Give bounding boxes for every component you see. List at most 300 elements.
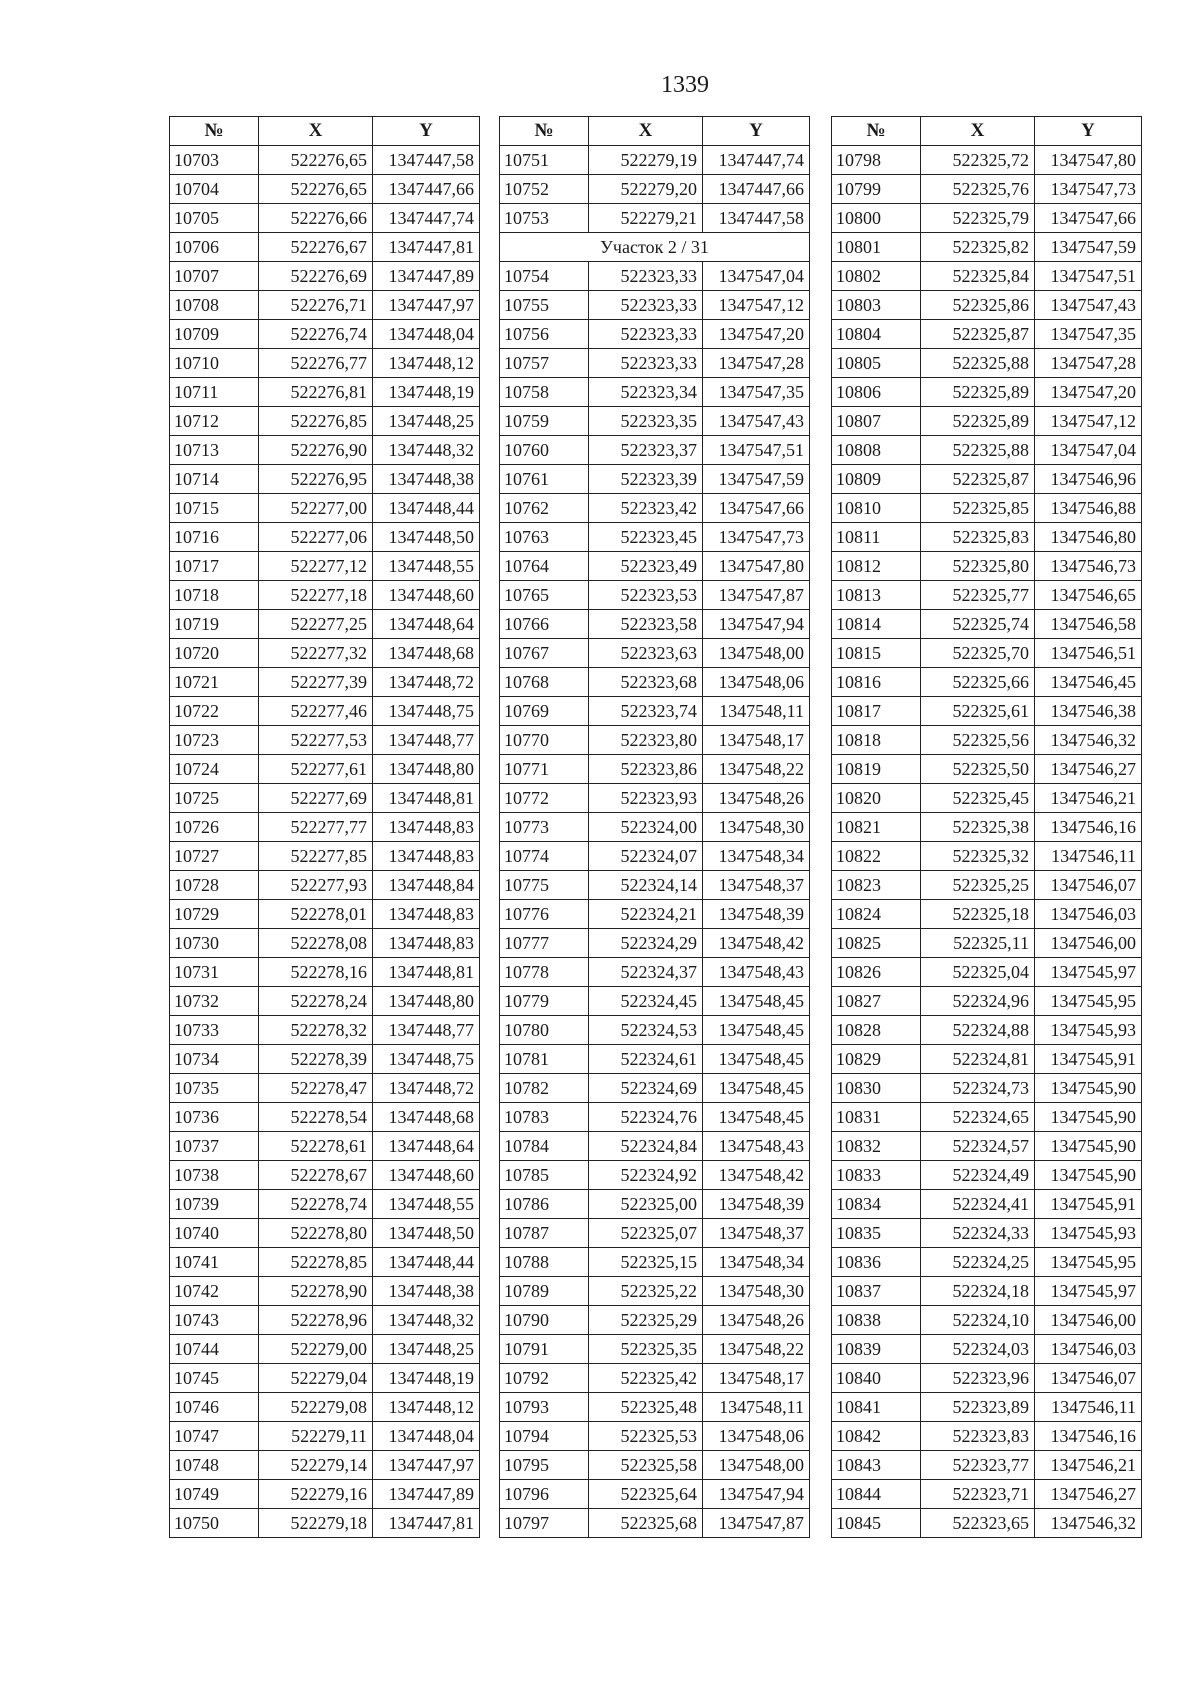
table-row: [500, 958, 810, 987]
table-row: [170, 523, 480, 552]
y-coordinate-cell: 1347545,90: [1035, 1132, 1142, 1161]
point-number-cell: 10810: [832, 494, 921, 523]
table-row: [170, 1451, 480, 1480]
point-number-cell: 10777: [500, 929, 589, 958]
x-coordinate-cell: 522324,84: [589, 1132, 703, 1161]
table-row: [500, 1074, 810, 1103]
table-row: [170, 262, 480, 291]
y-coordinate-cell: 1347546,96: [1035, 465, 1142, 494]
y-coordinate-cell: 1347447,89: [373, 262, 480, 291]
point-number-cell: 10764: [500, 552, 589, 581]
table-row: [500, 1422, 810, 1451]
x-coordinate-cell: 522278,24: [259, 987, 373, 1016]
point-number-cell: 10842: [832, 1422, 921, 1451]
x-coordinate-cell: 522278,90: [259, 1277, 373, 1306]
x-coordinate-cell: 522325,29: [589, 1306, 703, 1335]
x-coordinate-cell: 522323,86: [589, 755, 703, 784]
x-coordinate-cell: 522278,80: [259, 1219, 373, 1248]
x-coordinate-cell: 522325,85: [921, 494, 1035, 523]
x-coordinate-cell: 522325,87: [921, 320, 1035, 349]
y-coordinate-cell: 1347547,43: [1035, 291, 1142, 320]
x-coordinate-cell: 522325,61: [921, 697, 1035, 726]
y-coordinate-cell: 1347548,43: [703, 958, 810, 987]
x-coordinate-cell: 522279,18: [259, 1509, 373, 1538]
x-coordinate-cell: 522279,20: [589, 175, 703, 204]
point-number-cell: 10704: [170, 175, 259, 204]
point-number-cell: 10714: [170, 465, 259, 494]
y-coordinate-cell: 1347447,74: [373, 204, 480, 233]
table-row: [170, 1364, 480, 1393]
point-number-cell: 10823: [832, 871, 921, 900]
point-number-cell: 10784: [500, 1132, 589, 1161]
table-row: [170, 639, 480, 668]
table-row: [170, 349, 480, 378]
table-row: [500, 262, 810, 291]
point-number-cell: 10748: [170, 1451, 259, 1480]
point-number-cell: 10833: [832, 1161, 921, 1190]
table-row: [832, 929, 1142, 958]
y-coordinate-cell: 1347548,39: [703, 900, 810, 929]
point-number-cell: 10756: [500, 320, 589, 349]
table-row: [500, 407, 810, 436]
point-number-cell: 10807: [832, 407, 921, 436]
x-coordinate-cell: 522323,74: [589, 697, 703, 726]
x-coordinate-cell: 522324,57: [921, 1132, 1035, 1161]
x-coordinate-cell: 522324,21: [589, 900, 703, 929]
point-number-cell: 10743: [170, 1306, 259, 1335]
table-row: [500, 987, 810, 1016]
coordinates-table-3: [831, 116, 1142, 1538]
x-coordinate-cell: 522277,53: [259, 726, 373, 755]
point-number-cell: 10707: [170, 262, 259, 291]
table-row: [170, 1161, 480, 1190]
table-row: [500, 784, 810, 813]
y-coordinate-cell: 1347548,45: [703, 1045, 810, 1074]
y-coordinate-cell: 1347546,21: [1035, 1451, 1142, 1480]
x-coordinate-cell: 522323,63: [589, 639, 703, 668]
x-coordinate-cell: 522323,42: [589, 494, 703, 523]
point-number-cell: 10795: [500, 1451, 589, 1480]
y-coordinate-cell: 1347545,97: [1035, 1277, 1142, 1306]
y-coordinate-cell: 1347448,25: [373, 1335, 480, 1364]
x-coordinate-cell: 522325,04: [921, 958, 1035, 987]
column-header-x: X: [589, 117, 703, 146]
section-row: [500, 233, 810, 262]
y-coordinate-cell: 1347547,20: [703, 320, 810, 349]
point-number-cell: 10783: [500, 1103, 589, 1132]
table-row: [832, 291, 1142, 320]
x-coordinate-cell: 522325,68: [589, 1509, 703, 1538]
y-coordinate-cell: 1347448,77: [373, 1016, 480, 1045]
table-row: [832, 1393, 1142, 1422]
table-row: [500, 465, 810, 494]
point-number-cell: 10740: [170, 1219, 259, 1248]
table-row: [500, 1306, 810, 1335]
x-coordinate-cell: 522278,96: [259, 1306, 373, 1335]
y-coordinate-cell: 1347548,42: [703, 1161, 810, 1190]
y-coordinate-cell: 1347545,90: [1035, 1161, 1142, 1190]
y-coordinate-cell: 1347548,45: [703, 987, 810, 1016]
table-row: [170, 929, 480, 958]
point-number-cell: 10721: [170, 668, 259, 697]
y-coordinate-cell: 1347447,97: [373, 1451, 480, 1480]
x-coordinate-cell: 522279,19: [589, 146, 703, 175]
column-header-y: Y: [703, 117, 810, 146]
x-coordinate-cell: 522324,41: [921, 1190, 1035, 1219]
y-coordinate-cell: 1347548,06: [703, 668, 810, 697]
point-number-cell: 10755: [500, 291, 589, 320]
y-coordinate-cell: 1347547,43: [703, 407, 810, 436]
y-coordinate-cell: 1347546,73: [1035, 552, 1142, 581]
point-number-cell: 10821: [832, 813, 921, 842]
y-coordinate-cell: 1347547,80: [703, 552, 810, 581]
point-number-cell: 10801: [832, 233, 921, 262]
x-coordinate-cell: 522325,70: [921, 639, 1035, 668]
table-row: [832, 813, 1142, 842]
point-number-cell: 10727: [170, 842, 259, 871]
y-coordinate-cell: 1347448,72: [373, 668, 480, 697]
y-coordinate-cell: 1347548,43: [703, 1132, 810, 1161]
table-row: [170, 1248, 480, 1277]
point-number-cell: 10820: [832, 784, 921, 813]
point-number-cell: 10786: [500, 1190, 589, 1219]
table-row: [500, 146, 810, 175]
table-row: [170, 552, 480, 581]
x-coordinate-cell: 522276,71: [259, 291, 373, 320]
x-coordinate-cell: 522325,53: [589, 1422, 703, 1451]
y-coordinate-cell: 1347547,94: [703, 1480, 810, 1509]
y-coordinate-cell: 1347448,44: [373, 494, 480, 523]
table-row: [832, 987, 1142, 1016]
y-coordinate-cell: 1347546,16: [1035, 813, 1142, 842]
table-row: [832, 1132, 1142, 1161]
y-coordinate-cell: 1347546,27: [1035, 1480, 1142, 1509]
table-row: [832, 755, 1142, 784]
point-number-cell: 10705: [170, 204, 259, 233]
x-coordinate-cell: 522276,81: [259, 378, 373, 407]
point-number-cell: 10804: [832, 320, 921, 349]
point-number-cell: 10744: [170, 1335, 259, 1364]
x-coordinate-cell: 522278,08: [259, 929, 373, 958]
table-row: [832, 407, 1142, 436]
table-row: [170, 813, 480, 842]
y-coordinate-cell: 1347546,32: [1035, 726, 1142, 755]
table-row: [832, 1074, 1142, 1103]
table-row: [170, 726, 480, 755]
point-number-cell: 10732: [170, 987, 259, 1016]
x-coordinate-cell: 522325,64: [589, 1480, 703, 1509]
table-row: [832, 175, 1142, 204]
table-row: [832, 1248, 1142, 1277]
table-row: [170, 1480, 480, 1509]
table-row: [832, 349, 1142, 378]
x-coordinate-cell: 522278,16: [259, 958, 373, 987]
table-row: [500, 523, 810, 552]
y-coordinate-cell: 1347547,73: [1035, 175, 1142, 204]
y-coordinate-cell: 1347546,45: [1035, 668, 1142, 697]
point-number-cell: 10741: [170, 1248, 259, 1277]
point-number-cell: 10729: [170, 900, 259, 929]
point-number-cell: 10724: [170, 755, 259, 784]
table-row: [832, 1190, 1142, 1219]
point-number-cell: 10776: [500, 900, 589, 929]
point-number-cell: 10771: [500, 755, 589, 784]
point-number-cell: 10799: [832, 175, 921, 204]
table-row: [170, 697, 480, 726]
table-row: [832, 1161, 1142, 1190]
point-number-cell: 10818: [832, 726, 921, 755]
column-header-number: №: [170, 117, 259, 146]
point-number-cell: 10718: [170, 581, 259, 610]
table-row: [832, 262, 1142, 291]
point-number-cell: 10782: [500, 1074, 589, 1103]
table-row: [170, 900, 480, 929]
x-coordinate-cell: 522279,00: [259, 1335, 373, 1364]
table-row: [500, 1335, 810, 1364]
table-row: [832, 204, 1142, 233]
point-number-cell: 10706: [170, 233, 259, 262]
table-row: [832, 1103, 1142, 1132]
table-row: [170, 1016, 480, 1045]
x-coordinate-cell: 522325,58: [589, 1451, 703, 1480]
x-coordinate-cell: 522325,74: [921, 610, 1035, 639]
table-row: [832, 697, 1142, 726]
y-coordinate-cell: 1347448,81: [373, 784, 480, 813]
y-coordinate-cell: 1347548,45: [703, 1103, 810, 1132]
y-coordinate-cell: 1347546,16: [1035, 1422, 1142, 1451]
x-coordinate-cell: 522279,14: [259, 1451, 373, 1480]
table-row: [500, 1016, 810, 1045]
y-coordinate-cell: 1347545,91: [1035, 1045, 1142, 1074]
x-coordinate-cell: 522324,14: [589, 871, 703, 900]
x-coordinate-cell: 522279,16: [259, 1480, 373, 1509]
table-row: [500, 639, 810, 668]
table-row: [170, 378, 480, 407]
point-number-cell: 10767: [500, 639, 589, 668]
table-row: [170, 1509, 480, 1538]
column-header-x: X: [921, 117, 1035, 146]
column-header-number: №: [500, 117, 589, 146]
table-row: [500, 871, 810, 900]
y-coordinate-cell: 1347546,00: [1035, 929, 1142, 958]
point-number-cell: 10787: [500, 1219, 589, 1248]
point-number-cell: 10796: [500, 1480, 589, 1509]
x-coordinate-cell: 522277,61: [259, 755, 373, 784]
x-coordinate-cell: 522278,39: [259, 1045, 373, 1074]
table-row: [170, 494, 480, 523]
point-number-cell: 10827: [832, 987, 921, 1016]
y-coordinate-cell: 1347547,12: [1035, 407, 1142, 436]
point-number-cell: 10738: [170, 1161, 259, 1190]
x-coordinate-cell: 522325,50: [921, 755, 1035, 784]
x-coordinate-cell: 522324,65: [921, 1103, 1035, 1132]
point-number-cell: 10773: [500, 813, 589, 842]
y-coordinate-cell: 1347547,80: [1035, 146, 1142, 175]
x-coordinate-cell: 522325,72: [921, 146, 1035, 175]
table-row: [832, 581, 1142, 610]
y-coordinate-cell: 1347448,68: [373, 639, 480, 668]
table-row: [500, 1509, 810, 1538]
table-row: [832, 1045, 1142, 1074]
point-number-cell: 10733: [170, 1016, 259, 1045]
table-row: [832, 146, 1142, 175]
point-number-cell: 10843: [832, 1451, 921, 1480]
y-coordinate-cell: 1347448,60: [373, 581, 480, 610]
x-coordinate-cell: 522277,32: [259, 639, 373, 668]
table-row: [170, 1277, 480, 1306]
y-coordinate-cell: 1347448,81: [373, 958, 480, 987]
x-coordinate-cell: 522323,49: [589, 552, 703, 581]
y-coordinate-cell: 1347447,81: [373, 233, 480, 262]
table-row: [832, 958, 1142, 987]
table-row: [170, 1393, 480, 1422]
table-row: [500, 1480, 810, 1509]
y-coordinate-cell: 1347448,80: [373, 755, 480, 784]
x-coordinate-cell: 522278,85: [259, 1248, 373, 1277]
point-number-cell: 10825: [832, 929, 921, 958]
point-number-cell: 10725: [170, 784, 259, 813]
y-coordinate-cell: 1347548,17: [703, 726, 810, 755]
point-number-cell: 10781: [500, 1045, 589, 1074]
y-coordinate-cell: 1347547,04: [1035, 436, 1142, 465]
table-row: [170, 407, 480, 436]
y-coordinate-cell: 1347547,51: [703, 436, 810, 465]
point-number-cell: 10720: [170, 639, 259, 668]
point-number-cell: 10734: [170, 1045, 259, 1074]
x-coordinate-cell: 522276,65: [259, 146, 373, 175]
x-coordinate-cell: 522324,00: [589, 813, 703, 842]
x-coordinate-cell: 522324,88: [921, 1016, 1035, 1045]
table-row: [170, 1219, 480, 1248]
table-row: [832, 1277, 1142, 1306]
y-coordinate-cell: 1347547,28: [703, 349, 810, 378]
y-coordinate-cell: 1347546,21: [1035, 784, 1142, 813]
y-coordinate-cell: 1347448,83: [373, 929, 480, 958]
point-number-cell: 10726: [170, 813, 259, 842]
table-row: [170, 436, 480, 465]
y-coordinate-cell: 1347548,22: [703, 1335, 810, 1364]
table-row: [170, 146, 480, 175]
point-number-cell: 10703: [170, 146, 259, 175]
coordinates-table-1: [169, 116, 480, 1538]
y-coordinate-cell: 1347448,44: [373, 1248, 480, 1277]
x-coordinate-cell: 522323,80: [589, 726, 703, 755]
y-coordinate-cell: 1347448,32: [373, 436, 480, 465]
point-number-cell: 10780: [500, 1016, 589, 1045]
y-coordinate-cell: 1347546,07: [1035, 1364, 1142, 1393]
x-coordinate-cell: 522324,76: [589, 1103, 703, 1132]
point-number-cell: 10752: [500, 175, 589, 204]
point-number-cell: 10747: [170, 1422, 259, 1451]
point-number-cell: 10789: [500, 1277, 589, 1306]
point-number-cell: 10839: [832, 1335, 921, 1364]
x-coordinate-cell: 522277,77: [259, 813, 373, 842]
point-number-cell: 10749: [170, 1480, 259, 1509]
y-coordinate-cell: 1347547,87: [703, 1509, 810, 1538]
table-row: [170, 871, 480, 900]
table-row: [832, 465, 1142, 494]
y-coordinate-cell: 1347547,66: [703, 494, 810, 523]
point-number-cell: 10716: [170, 523, 259, 552]
y-coordinate-cell: 1347546,07: [1035, 871, 1142, 900]
point-number-cell: 10822: [832, 842, 921, 871]
x-coordinate-cell: 522323,37: [589, 436, 703, 465]
table-row: [500, 668, 810, 697]
table-row: [500, 494, 810, 523]
point-number-cell: 10829: [832, 1045, 921, 1074]
table-row: [500, 320, 810, 349]
table-row: [170, 1074, 480, 1103]
x-coordinate-cell: 522324,37: [589, 958, 703, 987]
point-number-cell: 10798: [832, 146, 921, 175]
x-coordinate-cell: 522278,61: [259, 1132, 373, 1161]
x-coordinate-cell: 522276,67: [259, 233, 373, 262]
point-number-cell: 10713: [170, 436, 259, 465]
y-coordinate-cell: 1347545,91: [1035, 1190, 1142, 1219]
table-row: [832, 668, 1142, 697]
table-row: [832, 1219, 1142, 1248]
table-row: [500, 1364, 810, 1393]
x-coordinate-cell: 522279,08: [259, 1393, 373, 1422]
table-row: [832, 1016, 1142, 1045]
y-coordinate-cell: 1347548,45: [703, 1016, 810, 1045]
y-coordinate-cell: 1347448,83: [373, 900, 480, 929]
point-number-cell: 10792: [500, 1364, 589, 1393]
x-coordinate-cell: 522323,65: [921, 1509, 1035, 1538]
x-coordinate-cell: 522324,10: [921, 1306, 1035, 1335]
x-coordinate-cell: 522324,53: [589, 1016, 703, 1045]
y-coordinate-cell: 1347548,00: [703, 639, 810, 668]
y-coordinate-cell: 1347546,65: [1035, 581, 1142, 610]
x-coordinate-cell: 522325,22: [589, 1277, 703, 1306]
column-header-y: Y: [373, 117, 480, 146]
point-number-cell: 10794: [500, 1422, 589, 1451]
table-row: [832, 494, 1142, 523]
x-coordinate-cell: 522325,25: [921, 871, 1035, 900]
point-number-cell: 10797: [500, 1509, 589, 1538]
x-coordinate-cell: 522323,33: [589, 349, 703, 378]
table-row: [500, 813, 810, 842]
point-number-cell: 10766: [500, 610, 589, 639]
table-row: [500, 349, 810, 378]
point-number-cell: 10735: [170, 1074, 259, 1103]
x-coordinate-cell: 522324,96: [921, 987, 1035, 1016]
x-coordinate-cell: 522325,82: [921, 233, 1035, 262]
y-coordinate-cell: 1347548,39: [703, 1190, 810, 1219]
point-number-cell: 10805: [832, 349, 921, 378]
y-coordinate-cell: 1347545,90: [1035, 1103, 1142, 1132]
table-row: [500, 1161, 810, 1190]
y-coordinate-cell: 1347548,17: [703, 1364, 810, 1393]
y-coordinate-cell: 1347448,75: [373, 1045, 480, 1074]
point-number-cell: 10739: [170, 1190, 259, 1219]
y-coordinate-cell: 1347448,55: [373, 552, 480, 581]
x-coordinate-cell: 522276,85: [259, 407, 373, 436]
x-coordinate-cell: 522325,79: [921, 204, 1035, 233]
point-number-cell: 10802: [832, 262, 921, 291]
table-row: [500, 1451, 810, 1480]
y-coordinate-cell: 1347448,19: [373, 378, 480, 407]
point-number-cell: 10717: [170, 552, 259, 581]
y-coordinate-cell: 1347448,50: [373, 523, 480, 552]
point-number-cell: 10768: [500, 668, 589, 697]
point-number-cell: 10826: [832, 958, 921, 987]
x-coordinate-cell: 522278,01: [259, 900, 373, 929]
point-number-cell: 10712: [170, 407, 259, 436]
y-coordinate-cell: 1347545,90: [1035, 1074, 1142, 1103]
y-coordinate-cell: 1347546,03: [1035, 1335, 1142, 1364]
point-number-cell: 10835: [832, 1219, 921, 1248]
